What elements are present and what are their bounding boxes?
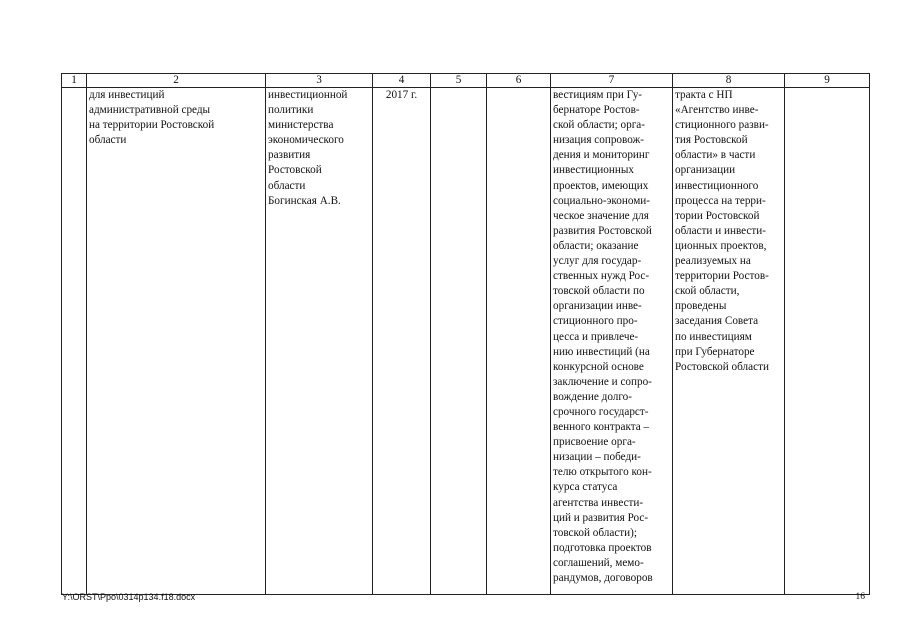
cell-col3 bbox=[266, 88, 373, 595]
plan-table bbox=[61, 73, 870, 595]
cell-col9 bbox=[785, 88, 870, 595]
cell-col8 bbox=[673, 88, 785, 595]
footer-file-path: Y:\ORST\Ppo\0314p134.f18.docx bbox=[62, 592, 196, 602]
cell-col8-text: тракта с НП «Агентство инве- стиционного разви- тия Ростовской области» в части организации инвестиционного процесса на терри- тории Ростовской области и инвести- ционных проектов, реализуемых на территории Ростов- ской области, проведены заседания Совета по инвестициям при Губернаторе Ростовской области bbox=[675, 89, 769, 373]
column-number-3: 3 bbox=[266, 74, 373, 88]
column-number-5: 5 bbox=[431, 74, 487, 88]
column-number-row bbox=[62, 74, 870, 88]
cell-col4-text: 2017 г. bbox=[385, 89, 418, 101]
column-number-7: 7 bbox=[551, 74, 673, 88]
column-number-4: 4 bbox=[373, 74, 431, 88]
table-row bbox=[62, 88, 870, 595]
cell-col1 bbox=[62, 88, 87, 595]
cell-col7 bbox=[551, 88, 673, 595]
cell-col7-text: вестициям при Гу- бернаторе Ростов- ской области; орга- низация сопровож- дения и мониторинг инвестиционных проектов, имеющих социально-экономи- ческое значение для развития Ростовской области; оказание услуг для государ- ственных нужд Рос- товской области по организации инве- стиционного про- цесса и привлече- нию инвестиций (на конкурсной основе заключение и сопро- вождение долго- срочного государст- венного контракта – присвоение орга- низации – победи- телю открытого кон- курса статуса агентства инвести- ций и развития Рос- товской области); подготовка проектов соглашений, мемо- рандумов, договоров bbox=[553, 89, 653, 584]
column-number-2: 2 bbox=[87, 74, 266, 88]
column-number-6: 6 bbox=[487, 74, 551, 88]
cell-col2-text: для инвестиций административной среды на территории Ростовской области bbox=[89, 89, 215, 147]
cell-col6 bbox=[487, 88, 551, 595]
cell-col5 bbox=[431, 88, 487, 595]
column-number-1: 1 bbox=[62, 74, 87, 88]
cell-col2 bbox=[87, 88, 266, 595]
column-number-9: 9 bbox=[785, 74, 870, 88]
footer-page-number: 16 bbox=[855, 592, 865, 602]
cell-col3-text: инвестиционной политики министерства экономического развития Ростовской области Богинская А.В. bbox=[268, 89, 348, 207]
column-number-8: 8 bbox=[673, 74, 785, 88]
cell-col4 bbox=[373, 88, 431, 595]
